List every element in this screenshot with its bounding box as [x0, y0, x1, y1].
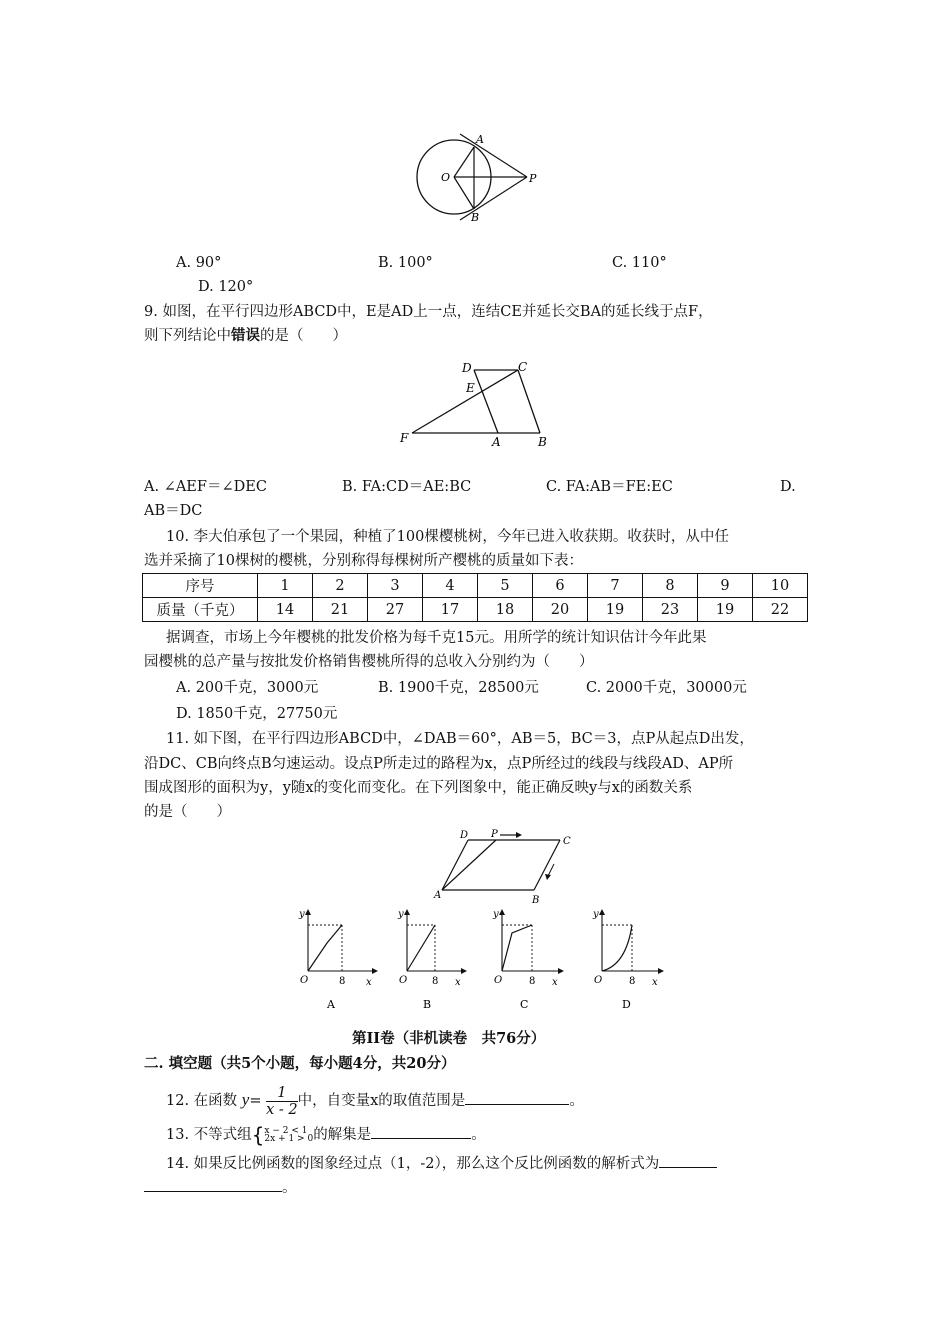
graph-option-label: B	[423, 998, 432, 1011]
q13-end: 。	[471, 1127, 486, 1143]
table-cell: 9	[698, 574, 753, 598]
table-cell: 1	[258, 574, 313, 598]
table-cell: 4	[423, 574, 478, 598]
q12-line	[166, 1082, 584, 1119]
graph-tick-label: 8	[629, 976, 636, 987]
q12-end: 。	[569, 1093, 584, 1109]
q10-text-line3: 据调查，市场上今年樱桃的批发价格为每千克15元。用所学的统计知识估计今年此果	[166, 630, 707, 646]
q12-eq: =	[249, 1093, 262, 1109]
q8-label-b: B	[471, 211, 480, 224]
table-row	[143, 598, 808, 622]
q14-line1	[166, 1153, 717, 1175]
graph-origin-label: O	[494, 975, 503, 986]
q8-option-a: A. 90°	[176, 255, 222, 271]
graph-x-label: x	[455, 977, 461, 988]
q11-label-b: B	[532, 895, 540, 906]
table-cell: 5	[478, 574, 533, 598]
q10-option-a: A. 200千克，3000元	[176, 680, 319, 696]
q9-text-line2	[144, 325, 808, 347]
q9-line2-post: 的是（ ）	[260, 328, 347, 344]
graph-x-label: x	[366, 977, 372, 988]
q8-label-p: P	[529, 172, 537, 185]
graph-tick-label: 8	[339, 976, 346, 987]
graph-x-label: x	[552, 977, 558, 988]
q10-option-b: B. 1900千克，28500元	[378, 680, 539, 696]
graph-y-label: y	[593, 909, 599, 920]
q11-label-d: D	[460, 830, 469, 841]
q8-option-b: B. 100°	[378, 255, 433, 271]
graph-option-label: C	[520, 998, 529, 1011]
q13-pre: 13. 不等式组	[166, 1127, 252, 1143]
q13-post: 的解集是	[313, 1127, 372, 1143]
q10-data-table	[142, 573, 808, 622]
q9-line2-bold: 错误	[231, 327, 260, 344]
q9-label-b: B	[538, 435, 547, 449]
q12-numerator: 1	[266, 1085, 298, 1102]
table-cell: 3	[368, 574, 423, 598]
q10-option-d: D. 1850千克，27750元	[176, 706, 338, 722]
q10-option-c: C. 2000千克，30000元	[586, 680, 747, 696]
q13-ineq1: x − 2 < 1	[264, 1126, 308, 1136]
q14-answer-blank[interactable]	[659, 1167, 717, 1168]
q9-label-e: E	[466, 381, 475, 395]
q14-answer-blank-cont[interactable]	[144, 1191, 282, 1192]
table-cell: 7	[588, 574, 643, 598]
q12-answer-blank[interactable]	[465, 1104, 569, 1105]
q10-text-line2: 选并采摘了10棵树的樱桃，分别称得每棵树所产樱桃的质量如下表：	[144, 553, 583, 569]
q9-option-c: C. FA:AB＝FE:EC	[546, 479, 673, 495]
graph-option-label: A	[327, 998, 335, 1011]
table-cell: 23	[643, 598, 698, 622]
q12-denominator: x - 2	[266, 1101, 298, 1118]
q9-option-b: B. FA:CD＝AE:BC	[342, 479, 472, 495]
q11-text-line1: 11. 如下图，在平行四边形ABCD中，∠DAB＝60°，AB＝5，BC＝3，点P从起点D出发，	[166, 731, 754, 747]
q9-option-d-cont: AB＝DC	[144, 503, 203, 519]
q13-line: 13. 不等式组{ x − 2 < 1 2x + 1 > 0 的解集是 。	[166, 1123, 486, 1147]
table-cell: 19	[698, 598, 753, 622]
graph-option-label: D	[622, 998, 631, 1011]
q8-label-o: O	[441, 171, 451, 184]
q9-parallelogram-figure	[398, 358, 558, 450]
table-cell: 19	[588, 598, 643, 622]
table-header-label: 序号	[143, 574, 258, 598]
graph-tick-label: 8	[432, 976, 439, 987]
q14-line2	[144, 1177, 297, 1199]
q8-option-d: D. 120°	[198, 279, 254, 295]
q11-text-line2: 沿DC、CB向终点B匀速运动。设点P所走过的路程为x，点P所经过的线段与线段AD、AP所	[144, 756, 734, 772]
q9-text-line1: 9. 如图，在平行四边形ABCD中，E是AD上一点，连结CE并延长交BA的延长线于点F，	[144, 304, 713, 320]
table-cell: 10	[753, 574, 808, 598]
q12-pre: 12. 在函数	[166, 1093, 238, 1109]
q14-end: 。	[282, 1180, 297, 1196]
part2-title: 第II卷（非机读卷 共76分）	[352, 1030, 546, 1047]
q12-fraction	[266, 1085, 298, 1118]
q13-answer-blank[interactable]	[371, 1138, 471, 1139]
table-row-label: 质量（千克）	[143, 598, 258, 622]
table-row	[143, 574, 808, 598]
graph-origin-label: O	[594, 975, 603, 986]
q8-circle-figure	[410, 130, 550, 225]
q13-ineq2: 2x + 1 > 0	[264, 1134, 314, 1144]
table-cell: 2	[313, 574, 368, 598]
q11-text-line3: 围成图形的面积为y，y随x的变化而变化。在下列图象中，能正确反映y与x的函数关系	[144, 780, 693, 796]
table-cell: 20	[533, 598, 588, 622]
q11-graph-b	[389, 905, 479, 1015]
q11-graph-c	[484, 905, 574, 1015]
graph-tick-label: 8	[529, 976, 536, 987]
table-cell: 22	[753, 598, 808, 622]
q14-text: 14. 如果反比例函数的图象经过点（1，-2），那么这个反比例函数的解析式为	[166, 1156, 660, 1172]
q8-label-a: A	[476, 133, 484, 146]
table-cell: 17	[423, 598, 478, 622]
q11-text-line4: 的是（ ）	[144, 804, 231, 820]
q9-label-d: D	[462, 361, 472, 375]
q11-label-c: C	[563, 836, 571, 847]
graph-origin-label: O	[300, 975, 309, 986]
graph-y-label: y	[493, 909, 499, 920]
q11-parallelogram-figure	[430, 828, 580, 908]
q11-label-a: A	[434, 890, 442, 901]
q10-text-line4: 园樱桃的总产量与按批发价格销售樱桃所得的总收入分别约为（ ）	[144, 654, 594, 670]
table-cell: 21	[313, 598, 368, 622]
table-cell: 27	[368, 598, 423, 622]
q11-label-p: P	[491, 829, 498, 840]
q9-label-a: A	[492, 435, 501, 449]
table-cell: 18	[478, 598, 533, 622]
q11-graph-a	[290, 905, 380, 1015]
q9-line2-pre: 则下列结论中	[144, 328, 231, 344]
q12-post: 中，自变量x的取值范围是	[297, 1093, 466, 1109]
q9-label-c: C	[518, 360, 528, 374]
q11-graph-d	[584, 905, 674, 1015]
q9-option-d: D.	[780, 479, 796, 495]
graph-y-label: y	[299, 909, 305, 920]
table-cell: 6	[533, 574, 588, 598]
q9-label-f: F	[400, 431, 409, 445]
q12-y: y	[241, 1090, 250, 1109]
graph-origin-label: O	[399, 975, 408, 986]
section-heading: 二. 填空题（共5个小题，每小题4分，共20分）	[144, 1055, 456, 1072]
table-cell: 8	[643, 574, 698, 598]
q9-option-a: A. ∠AEF＝∠DEC	[144, 479, 267, 495]
graph-x-label: x	[652, 977, 658, 988]
graph-y-label: y	[398, 909, 404, 920]
q10-text-line1: 10. 李大伯承包了一个果园，种植了100棵樱桃树，今年已进入收获期。收获时，从中任	[166, 529, 729, 545]
q8-option-c: C. 110°	[612, 255, 667, 271]
q13-system	[264, 1127, 313, 1143]
table-cell: 14	[258, 598, 313, 622]
